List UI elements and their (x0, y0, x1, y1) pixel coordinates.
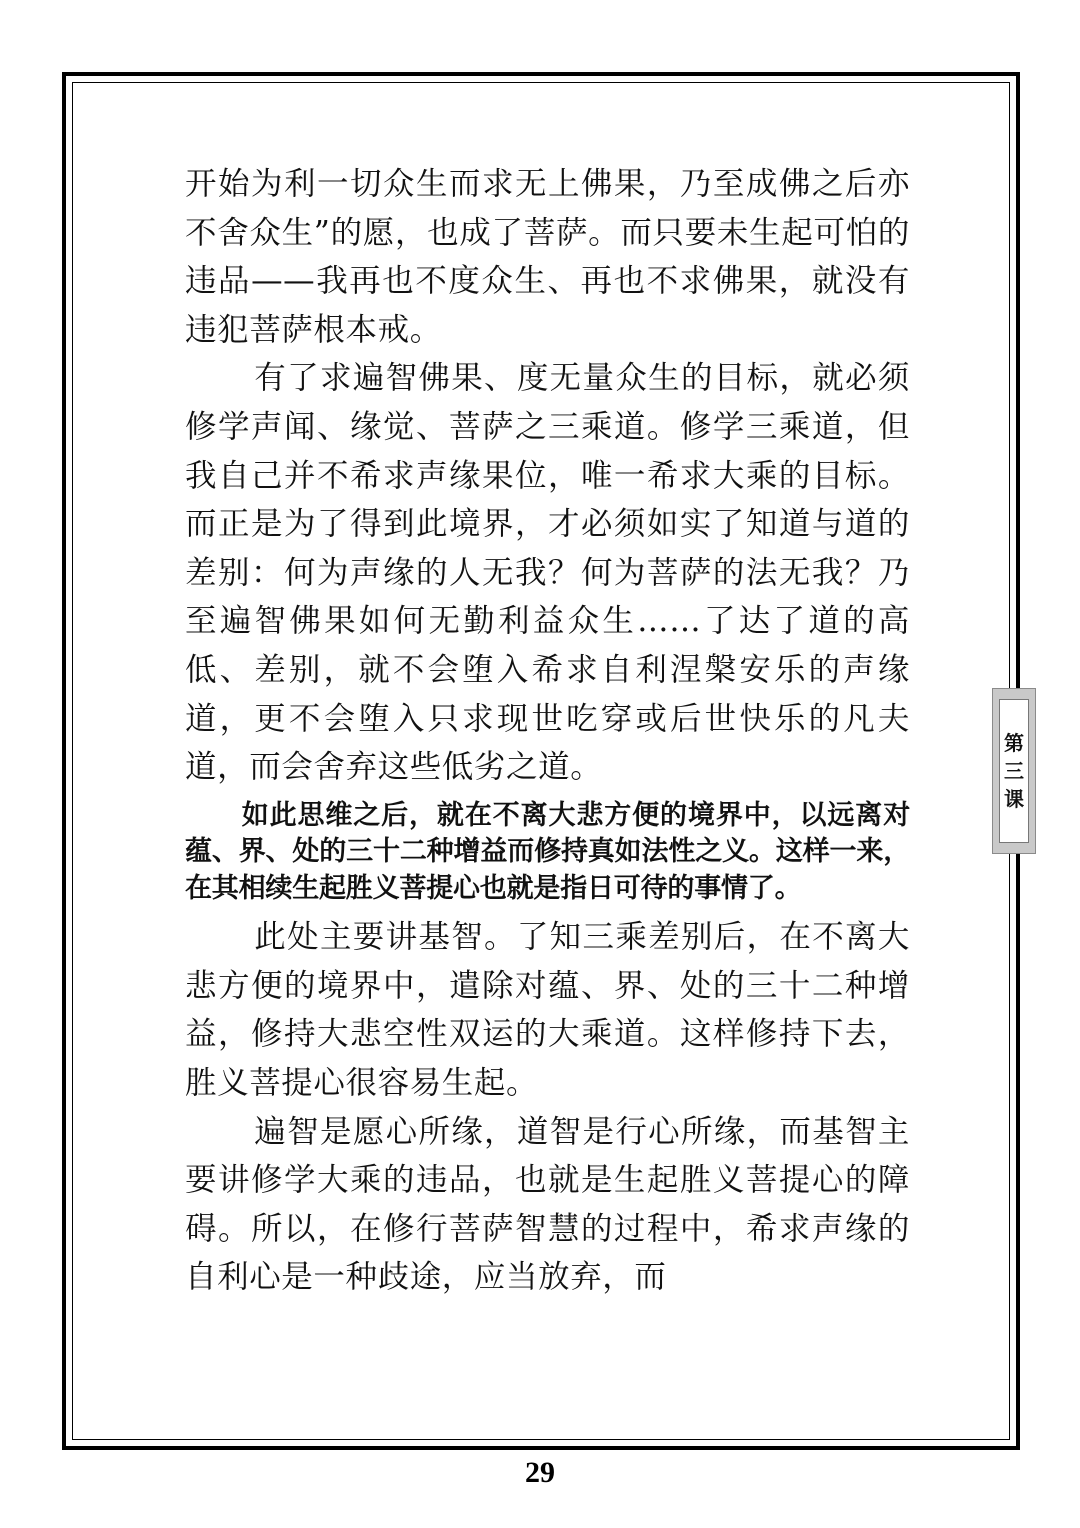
paragraph-wisdoms: 遍智是愿心所缘，道智是行心所缘，而基智主要讲修学大乘的违品，也就是生起胜义菩提心的障碍。所以，在修行菩萨智慧的过程中，希求声缘的自利心是一种歧途，应当放弃，而 (185, 1113, 910, 1296)
paragraph-base-wisdom: 此处主要讲基智。了知三乘差别后，在不离大悲方便的境界中，遣除对蕴、界、处的三十二种增益，修持大悲空性双运的大乘道。这样修持下去，胜义菩提心很容易生起。 (185, 919, 910, 1101)
lesson-side-tab (992, 688, 1036, 854)
paragraph-three-vehicles: 有了求遍智佛果、度无量众生的目标，就必须修学声闻、缘觉、菩萨之三乘道。修学三乘道，但我自己并不希求声缘果位，唯一希求大乘的目标。而正是为了得到此境界，才必须如实了知道与道的差别：何为声缘的人无我？何为菩萨的法无我？乃至遍智佛果如何无勤利益众生……了达了道的高低、差别，就不会堕入希求自利涅槃安乐的声缘道，更不会堕入只求现世吃穿或后世快乐的凡夫道，而会舍弃这些低劣之道。 (185, 360, 910, 786)
page-body (185, 160, 910, 1302)
lesson-side-tab-label (999, 699, 1029, 843)
lesson-tab-char-3: 课 (1004, 787, 1024, 811)
lesson-tab-char-1: 第 (1004, 731, 1024, 755)
paragraph-commentary-quote: 如此思维之后，就在不离大悲方便的境界中，以远离对蕴、界、处的三十二种增益而修持真如法性之义。这样一来，在其相续生起胜义菩提心也就是指日可待的事情了。 (185, 799, 910, 904)
paragraph-continued: 开始为利一切众生而求无上佛果，乃至成佛之后亦不舍众生”的愿，也成了菩萨。而只要未生起可怕的违品——我再也不度众生、再也不求佛果，就没有违犯菩萨根本戒。 (185, 166, 910, 348)
page-number: 29 (525, 1456, 555, 1489)
lesson-tab-char-2: 三 (1004, 759, 1024, 783)
